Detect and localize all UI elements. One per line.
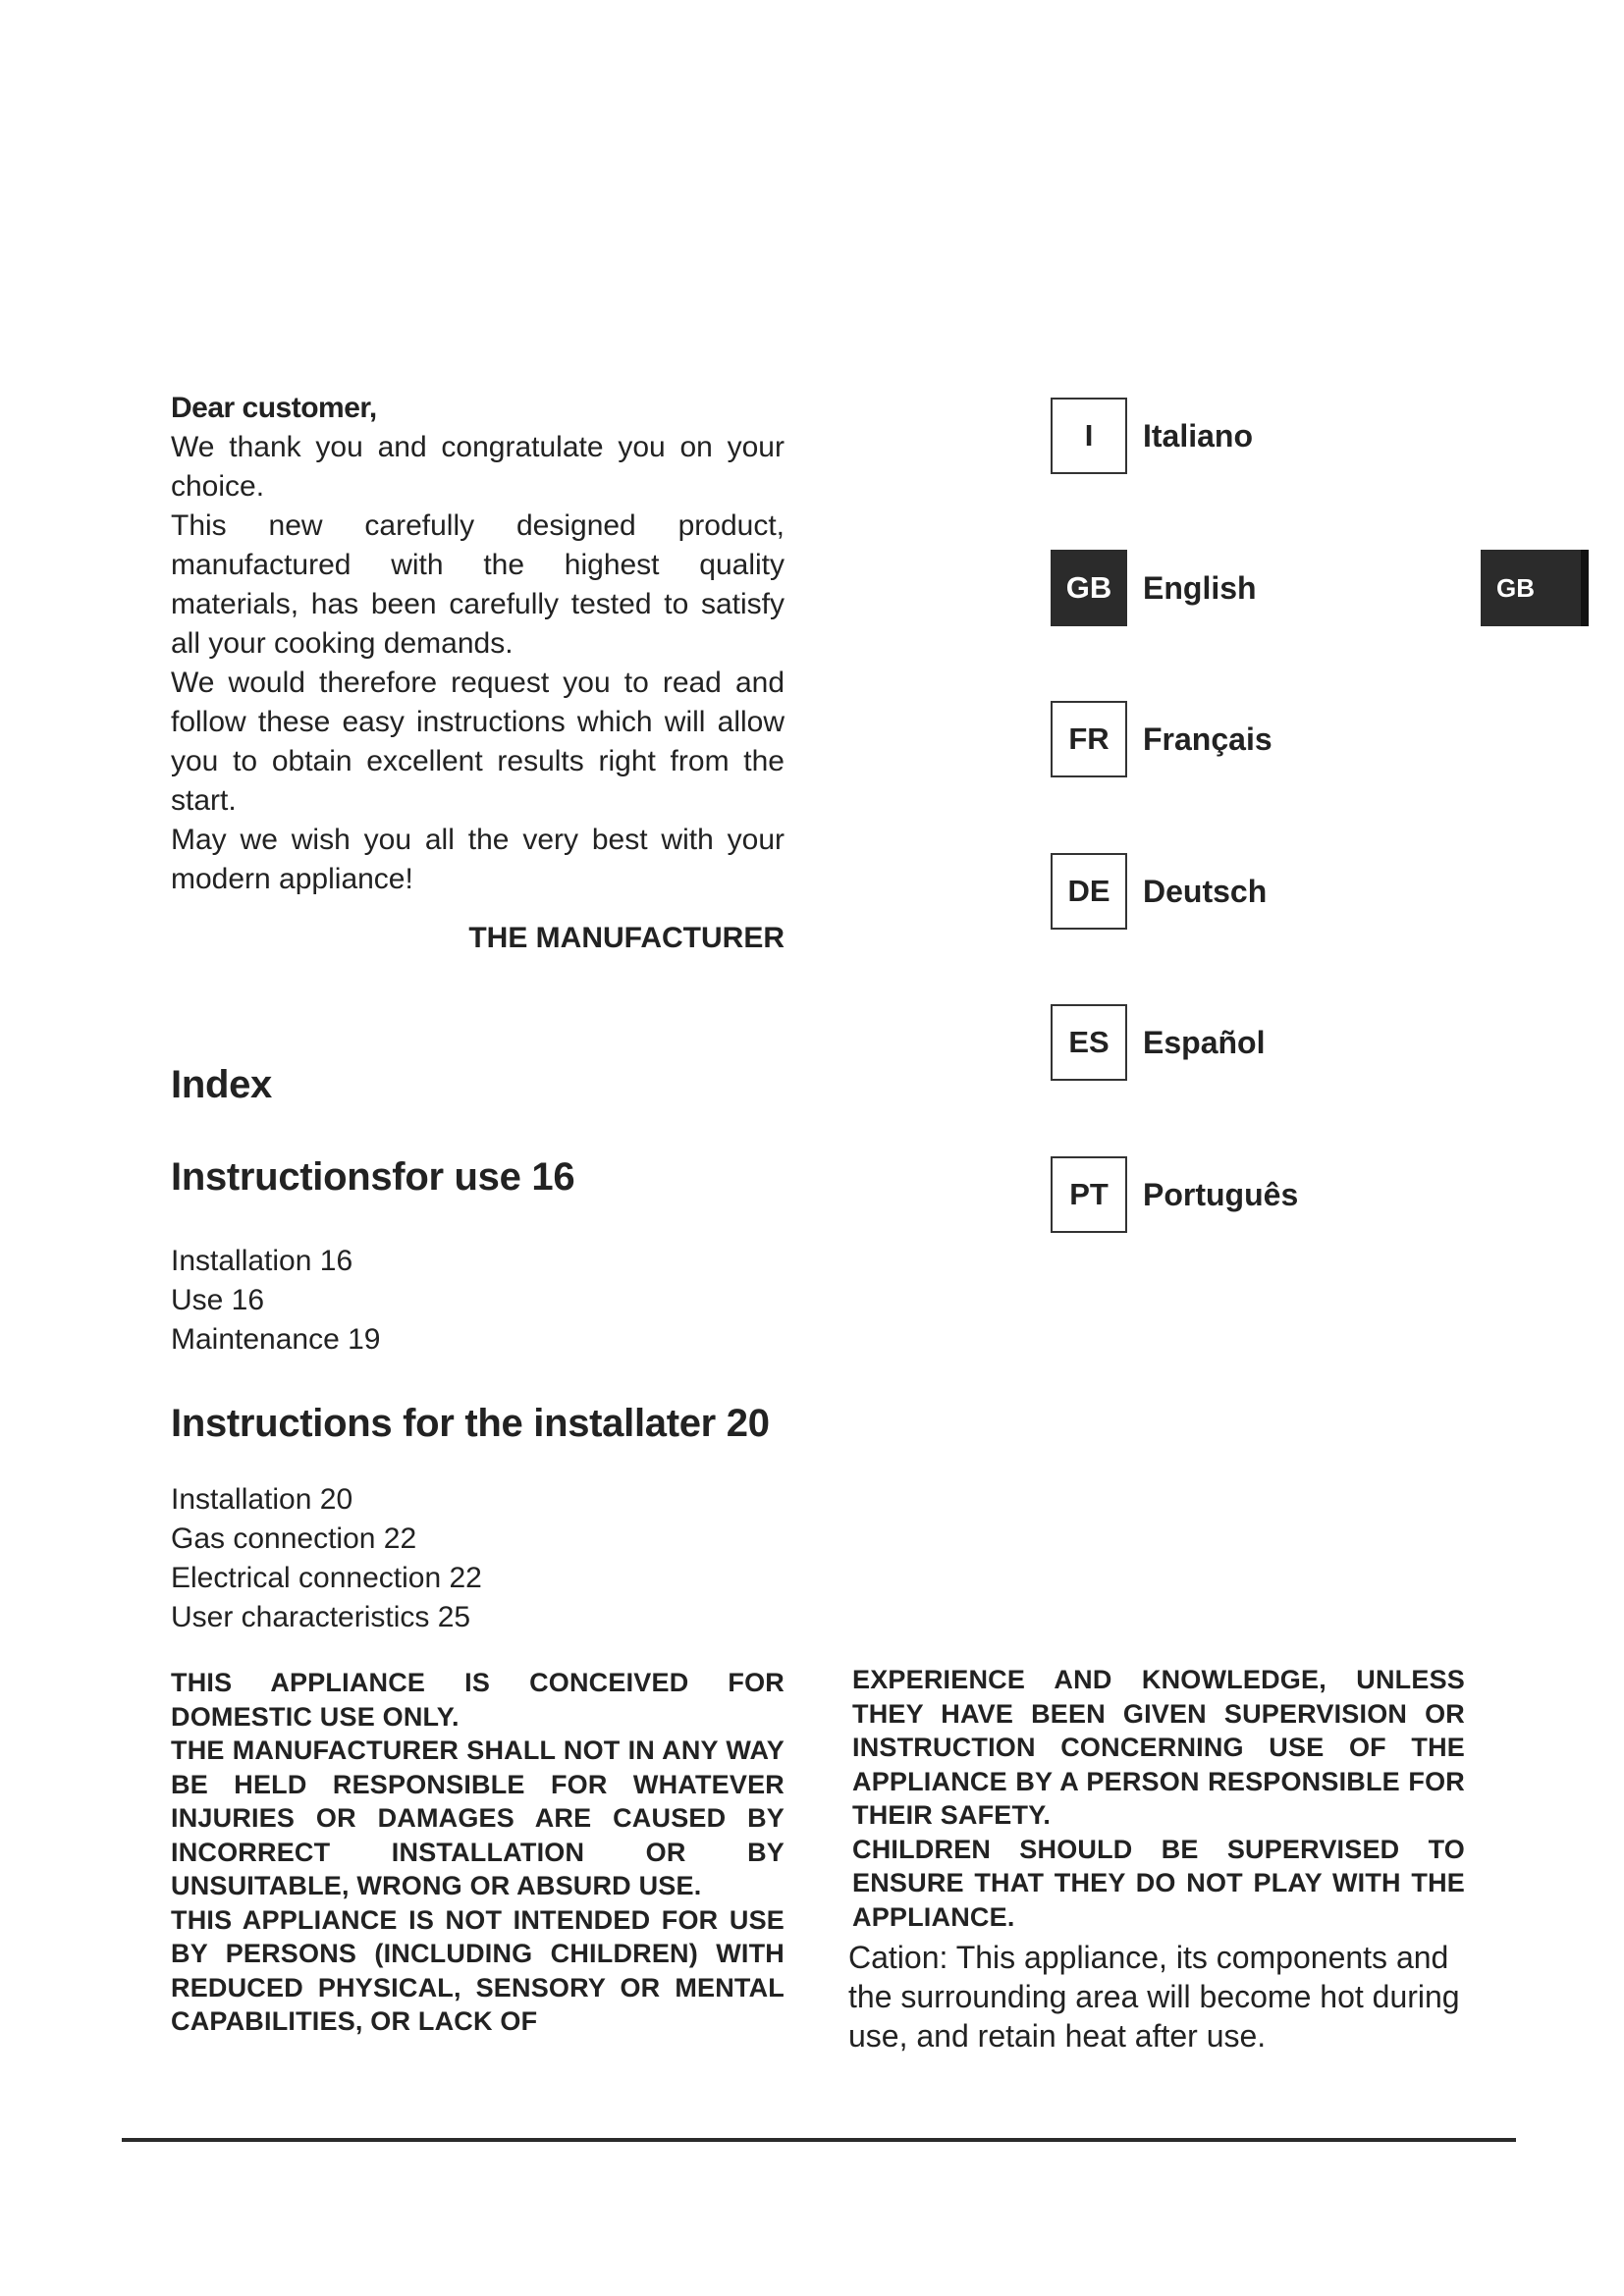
language-item-deutsch[interactable] [1051,853,1267,930]
language-name: English [1143,569,1257,606]
warning-column-left [171,1666,785,2039]
warning-text: THIS APPLIANCE IS NOT INTENDED FOR USE BY PERSONS (INCLUDING CHILDREN) WITH REDUCED PHYSICAL, SENSORY OR MENTAL CAPABILITIES, OR LACK OF [171,1904,785,2036]
index-section-list [171,1480,482,1637]
language-code-box: I [1051,398,1127,474]
index-section-heading[interactable]: Instructions for the installater 20 [171,1402,770,1445]
warning-text: EXPERIENCE AND KNOWLEDGE, UNLESS THEY HAVE BEEN GIVEN SUPERVISION OR INSTRUCTION CONCERNING USE OF THE APPLIANCE BY A PERSON RESPONSIBLE FOR THEIR SAFETY. [852,1665,1465,1830]
index-item[interactable]: Installation 16 [171,1245,353,1277]
letter-greeting: Dear customer, [171,392,377,424]
warning-text: THE MANUFACTURER SHALL NOT IN ANY WAY BE HELD RESPONSIBLE FOR WHATEVER INJURIES OR DAMAGES ARE CAUSED BY INCORRECT INSTALLATION OR BY UNSUITABLE, WRONG OR ABSURD USE. [171,1735,785,1900]
index-section-heading[interactable]: Instructionsfor use 16 [171,1155,575,1199]
language-item-francais[interactable] [1051,701,1272,777]
letter-paragraph: May we wish you all the very best with your modern appliance! [171,824,785,895]
language-item-italiano[interactable] [1051,398,1253,474]
index-title: Index [171,1063,272,1106]
customer-letter [171,389,785,958]
index-item[interactable]: User characteristics 25 [171,1601,471,1633]
index-item[interactable]: Gas connection 22 [171,1522,417,1555]
warning-text: THIS APPLIANCE IS CONCEIVED FOR DOMESTIC USE ONLY. [171,1668,785,1732]
side-language-tab[interactable]: GB [1481,550,1587,626]
language-code-box: PT [1051,1156,1127,1233]
language-code-box-active: GB [1051,550,1127,626]
letter-paragraph: We thank you and congratulate you on your choice. [171,431,785,503]
language-name: Español [1143,1024,1266,1060]
language-item-english[interactable] [1051,550,1257,626]
language-code-box: ES [1051,1004,1127,1081]
language-name: Deutsch [1143,873,1268,909]
language-item-espanol[interactable] [1051,1004,1265,1081]
caution-text: Cation: This appliance, its components and the surrounding area will become hot during use, and retain heat after use. [848,1940,1460,2054]
index-item[interactable]: Use 16 [171,1284,265,1316]
footer-divider [122,2138,1516,2142]
letter-paragraph: We would therefore request you to read and follow these easy instructions which will allow you to obtain excellent results right from the start. [171,667,785,817]
side-tab-shadow [1581,550,1589,626]
index-item[interactable]: Maintenance 19 [171,1323,381,1356]
index-section-list [171,1242,381,1360]
language-item-portugues[interactable] [1051,1156,1298,1233]
warning-text: CHILDREN SHOULD BE SUPERVISED TO ENSURE THAT THEY DO NOT PLAY WITH THE APPLIANCE. [852,1834,1465,1932]
letter-signature: THE MANUFACTURER [468,922,785,954]
language-name: Italiano [1143,417,1254,454]
language-code-box: DE [1051,853,1127,930]
letter-paragraph: This new carefully designed product, manufactured with the highest quality materials, has been carefully tested to satisfy all your cooking demands. [171,509,785,660]
warning-column-right [848,1663,1465,2056]
language-name: Português [1143,1176,1299,1212]
language-code-box: FR [1051,701,1127,777]
index-item[interactable]: Electrical connection 22 [171,1562,482,1594]
index-item[interactable]: Installation 20 [171,1483,353,1516]
language-name: Français [1143,721,1272,757]
